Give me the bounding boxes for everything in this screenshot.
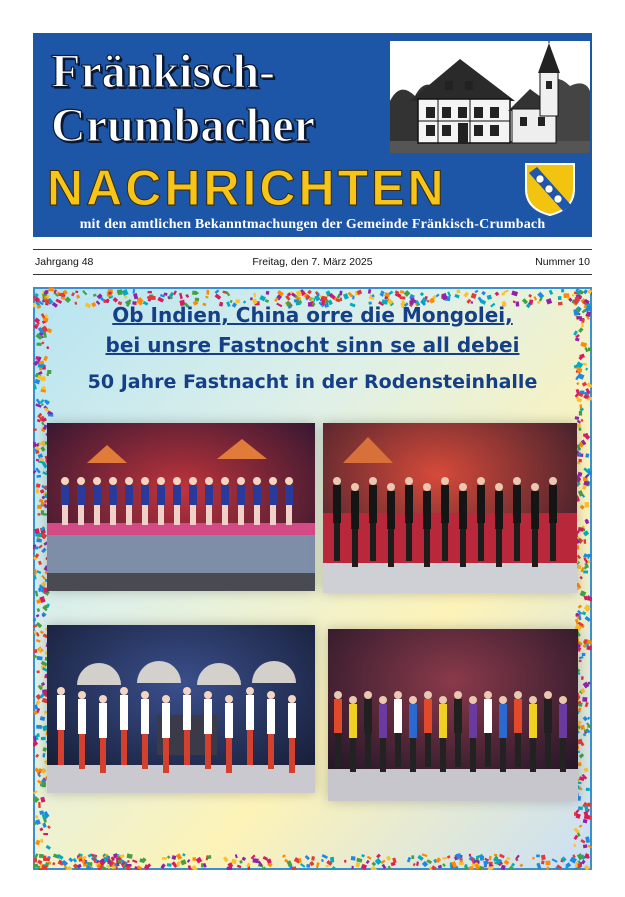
photo-choir — [323, 423, 577, 593]
photo-dancers-red — [47, 625, 315, 793]
newspaper-title-line2: Crumbacher — [51, 99, 315, 152]
masthead-subline: mit den amtlichen Bekanntmachungen der Gemeinde Fränkisch-Crumbach — [79, 217, 546, 232]
nachrichten-wordmark: NACHRICHTEN — [47, 160, 447, 216]
headline-line2: bei unsre Fastnocht sinn se all debei — [105, 333, 520, 357]
issue-info-bar — [33, 249, 592, 275]
photo-full-cast — [328, 629, 578, 801]
newspaper-title-line1: Fränkisch- — [51, 45, 276, 98]
cover-poster — [33, 287, 592, 870]
municipal-crest-icon — [523, 161, 577, 217]
photo-dancers-blue — [47, 423, 315, 591]
issue-volume: Jahrgang 48 — [35, 256, 94, 268]
issue-date: Freitag, den 7. März 2025 — [252, 256, 373, 268]
headline-line3: 50 Jahre Fastnacht in der Rodensteinhalle — [87, 371, 538, 393]
issue-number: Nummer 10 — [535, 256, 590, 268]
town-hall-illustration — [390, 41, 590, 153]
headline-line1: Ob Indien, China orre die Mongolei, — [112, 303, 513, 327]
masthead — [33, 33, 592, 237]
